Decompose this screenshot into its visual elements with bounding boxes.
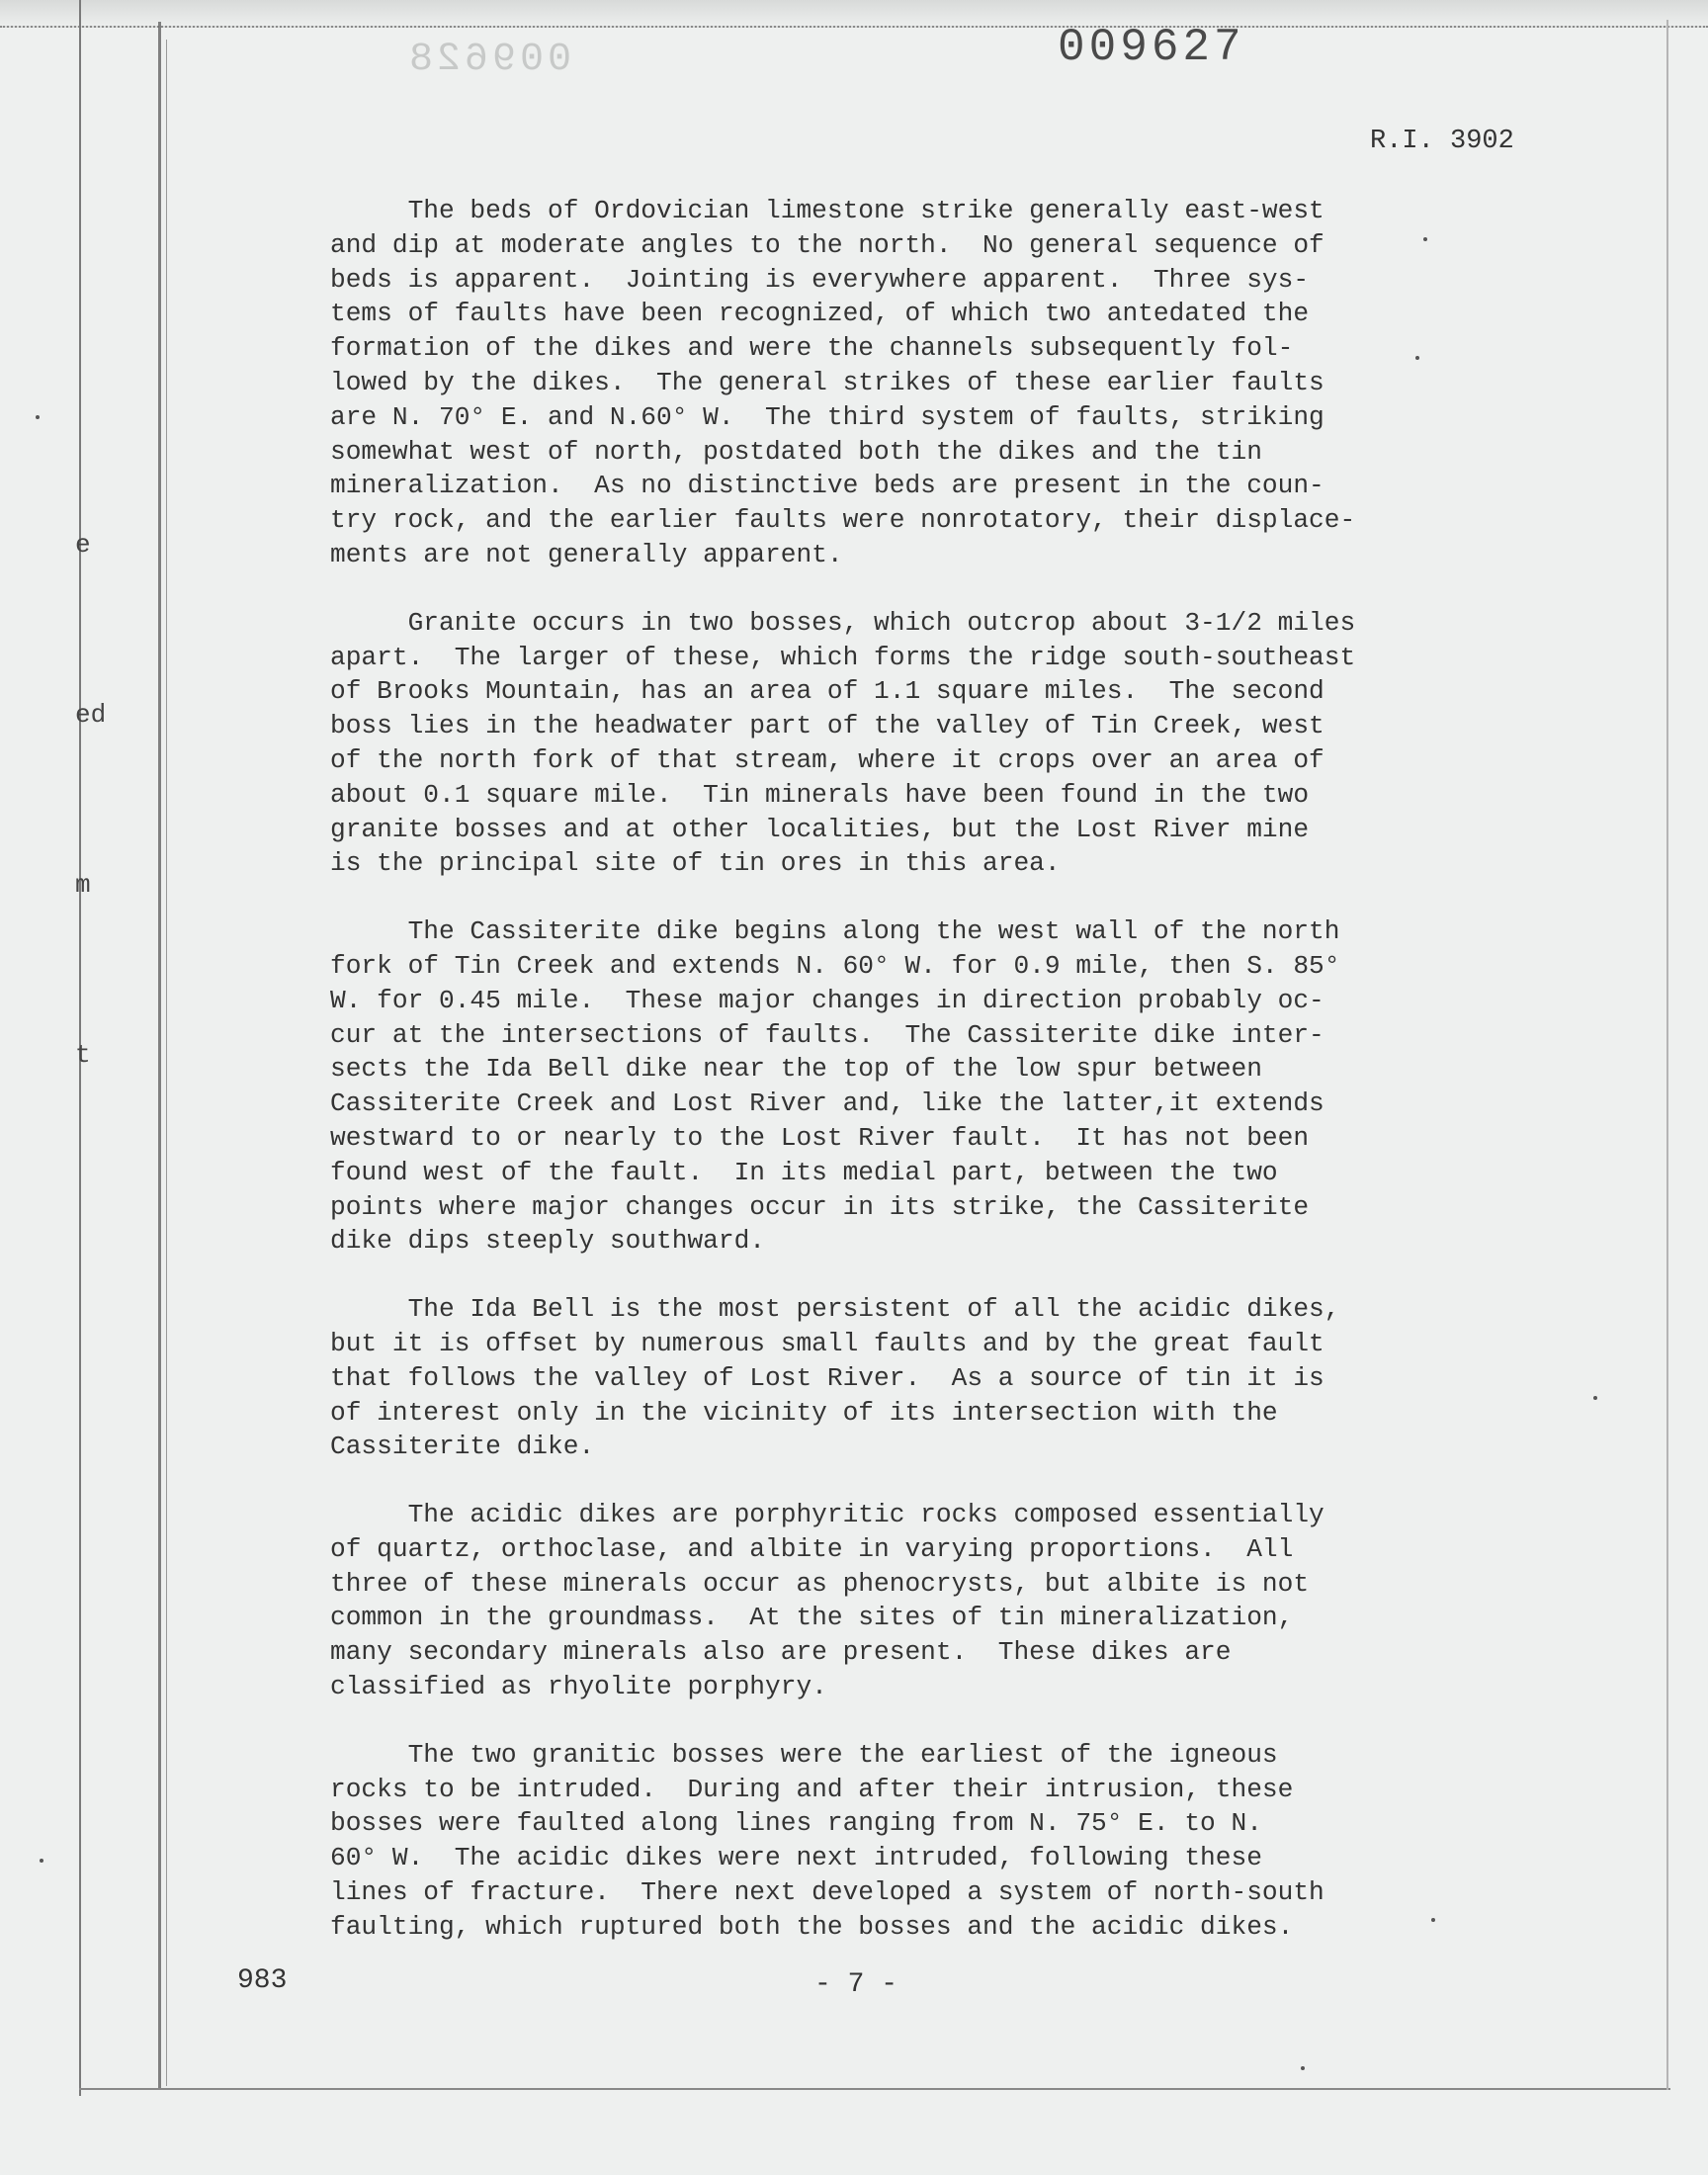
margin-fragment: m	[75, 870, 91, 900]
text-line: fork of Tin Creek and extends N. 60° W. for 0.9 mile, then S. 85°	[330, 950, 1340, 981]
text-line: boss lies in the headwater part of the valley of Tin Creek, west	[330, 711, 1324, 741]
text-line: The two granitic bosses were the earliest of the igneous	[330, 1739, 1278, 1770]
speck	[1423, 237, 1427, 241]
text-line: The Cassiterite dike begins along the west wall of the north	[330, 916, 1340, 947]
text-line: are N. 70° E. and N.60° W. The third system of faults, striking	[330, 401, 1324, 432]
text-line: and dip at moderate angles to the north. No general sequence of	[330, 229, 1324, 260]
ghost-stamp-number: 009628	[405, 38, 572, 82]
speck	[1593, 1396, 1597, 1400]
text-line: three of these minerals occur as phenocrysts, but albite is not	[330, 1568, 1310, 1599]
text-line: ments are not generally apparent.	[330, 539, 843, 569]
text-line: tems of faults have been recognized, of which two antedated the	[330, 299, 1310, 329]
page-top-edge	[0, 0, 1708, 28]
text-line: that follows the valley of Lost River. As a source of tin it is	[330, 1362, 1324, 1393]
text-line: apart. The larger of these, which forms the ridge south-southeast	[330, 642, 1356, 672]
text-line: lines of fracture. There next developed a system of north-south	[330, 1877, 1324, 1908]
paragraph	[330, 606, 1447, 881]
text-line: of Brooks Mountain, has an area of 1.1 square miles. The second	[330, 676, 1324, 707]
text-line: beds is apparent. Jointing is everywhere apparent. Three sys-	[330, 264, 1310, 295]
text-line: The acidic dikes are porphyritic rocks composed essentially	[330, 1500, 1324, 1530]
text-line: somewhat west of north, postdated both the dikes and the tin	[330, 436, 1262, 467]
corner-number: 983	[237, 1965, 288, 1996]
report-number: R.I. 3902	[1370, 127, 1514, 156]
margin-fragment: t	[75, 1040, 91, 1070]
text-line: rocks to be intruded. During and after their intrusion, these	[330, 1774, 1294, 1804]
page-right-edge	[1666, 20, 1668, 2090]
text-line: of the north fork of that stream, where it crops over an area of	[330, 744, 1324, 775]
text-line: of interest only in the vicinity of its intersection with the	[330, 1397, 1278, 1428]
text-line: about 0.1 square mile. Tin minerals have been found in the two	[330, 779, 1310, 810]
text-line: common in the groundmass. At the sites of tin mineralization,	[330, 1603, 1294, 1633]
text-line: granite bosses and at other localities, but the Lost River mine	[330, 814, 1310, 844]
speck	[40, 1859, 43, 1863]
margin-fragment: ed	[75, 700, 107, 730]
text-line: The Ida Bell is the most persistent of all the acidic dikes,	[330, 1294, 1340, 1325]
text-line: dike dips steeply southward.	[330, 1226, 766, 1257]
paragraph	[330, 1498, 1447, 1704]
stamp-number: 009627	[1058, 22, 1245, 73]
paragraph	[330, 914, 1447, 1259]
speck	[1415, 356, 1419, 360]
binding-margin-line	[158, 22, 161, 2090]
text-line: Cassiterite dike.	[330, 1432, 595, 1462]
text-line: westward to or nearly to the Lost River fault. It has not been	[330, 1122, 1310, 1153]
text-line: many secondary minerals also are present. These dikes are	[330, 1637, 1232, 1668]
margin-fragment: e	[75, 530, 91, 560]
text-line: Cassiterite Creek and Lost River and, like the latter,it extends	[330, 1088, 1324, 1119]
text-line: points where major changes occur in its strike, the Cassiterite	[330, 1191, 1310, 1222]
binding-margin-shadow	[166, 40, 167, 2086]
paragraph	[330, 1738, 1447, 1945]
text-line: classified as rhyolite porphyry.	[330, 1672, 827, 1702]
page-bottom-edge	[79, 2088, 1670, 2090]
text-line: 60° W. The acidic dikes were next intruded, following these	[330, 1843, 1262, 1873]
speck	[36, 415, 40, 419]
text-line: W. for 0.45 mile. These major changes in direction probably oc-	[330, 985, 1324, 1015]
text-line: Granite occurs in two bosses, which outcrop about 3-1/2 miles	[330, 607, 1356, 638]
text-line: The beds of Ordovician limestone strike generally east-west	[330, 196, 1324, 225]
text-line: faulting, which ruptured both the bosses and the acidic dikes.	[330, 1911, 1294, 1942]
text-line: try rock, and the earlier faults were nonrotatory, their displace-	[330, 505, 1356, 536]
page-number: - 7 -	[814, 1969, 898, 2000]
text-line: mineralization. As no distinctive beds are present in the coun-	[330, 471, 1324, 501]
text-line: formation of the dikes and were the channels subsequently fol-	[330, 333, 1294, 364]
text-line: bosses were faulted along lines ranging from N. 75° E. to N.	[330, 1808, 1262, 1839]
text-line: but it is offset by numerous small faults and by the great fault	[330, 1328, 1324, 1358]
text-line: cur at the intersections of faults. The Cassiterite dike inter-	[330, 1019, 1324, 1050]
text-line: found west of the fault. In its medial part, between the two	[330, 1157, 1278, 1187]
text-line: is the principal site of tin ores in this area.	[330, 848, 1061, 879]
speck	[1431, 1918, 1435, 1922]
body-text	[330, 194, 1447, 1978]
text-line: of quartz, orthoclase, and albite in varying proportions. All	[330, 1533, 1294, 1564]
paragraph	[330, 1292, 1447, 1464]
paragraph	[330, 194, 1447, 572]
text-line: lowed by the dikes. The general strikes of these earlier faults	[330, 367, 1324, 397]
speck	[1301, 2066, 1305, 2070]
text-line: sects the Ida Bell dike near the top of the low spur between	[330, 1054, 1262, 1085]
